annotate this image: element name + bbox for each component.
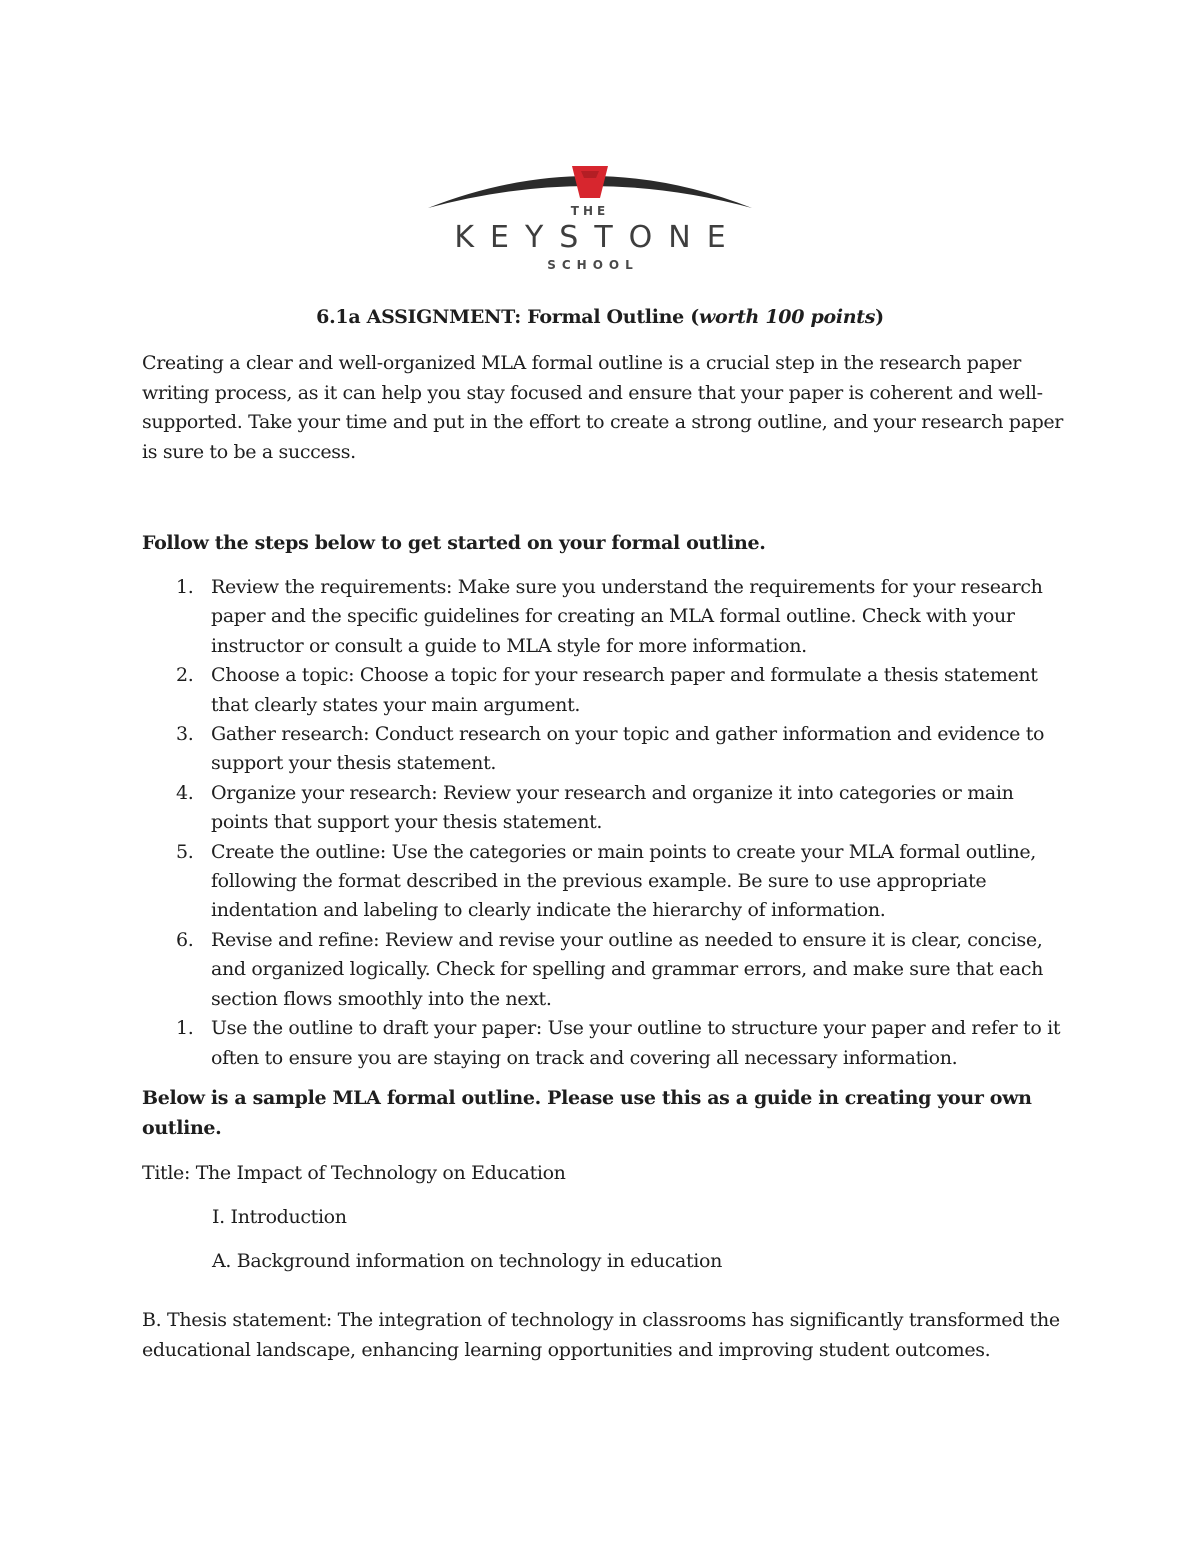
step-number: 1. xyxy=(176,576,194,598)
outline-section-1: I. Introduction xyxy=(212,1206,347,1228)
step-text: Create the outline: Use the categories or main points to create your MLA formal outline, following the format described in the previous example. Be sure to use appropriate indentation and labeling to clearly indicate the hierarchy of information. xyxy=(211,840,1036,922)
step-text: Review the requirements: Make sure you understand the requirements for your research paper and the specific guidelines for creating an MLA formal outline. Check with your instructor or consult a guide to MLA style for more information. xyxy=(211,576,1043,657)
step-number: 3. xyxy=(176,723,194,746)
step-text: Use the outline to draft your paper: Use your outline to structure your paper and refer to it often to ensure you are staying on track and covering all necessary information. xyxy=(211,1017,1061,1069)
list-item xyxy=(142,720,1072,779)
sample-title: Title: The Impact of Technology on Education xyxy=(142,1162,566,1184)
outline-point-b: B. Thesis statement: The integration of technology in classrooms has significantly transformed the educational landscape, enhancing learning opportunities and improving student outcomes. xyxy=(142,1309,1060,1361)
step-text: Choose a topic: Choose a topic for your research paper and formulate a thesis statement that clearly states your main argument. xyxy=(211,664,1038,716)
step-number: 2. xyxy=(176,664,194,687)
list-item xyxy=(142,661,1072,720)
step-number: 4. xyxy=(176,781,194,804)
logo-keystone: KEYSTONE xyxy=(454,220,742,255)
list-item xyxy=(142,779,1072,838)
step-text: Gather research: Conduct research on your topic and gather information and evidence to support your thesis statement. xyxy=(211,723,1045,775)
step-number: 6. xyxy=(176,928,194,951)
assignment-title: 6.1a ASSIGNMENT: Formal Outline (worth 100 points) xyxy=(316,306,884,328)
step-number: 1. xyxy=(176,1017,194,1040)
logo-arc-icon xyxy=(420,158,760,208)
step-text: Organize your research: Review your research and organize it into categories or main points that support your thesis statement. xyxy=(211,781,1014,834)
list-item xyxy=(142,926,1072,1014)
logo-school: SCHOOL xyxy=(547,258,639,272)
title-points: worth 100 points xyxy=(698,306,876,328)
steps-list xyxy=(142,573,1072,1073)
step-text: Revise and refine: Review and revise your outline as needed to ensure it is clear, concise, and organized logically. Check for spelling and grammar errors, and make sure that each section flows smoothly into the next. xyxy=(211,928,1044,1010)
outline-point-a: A. Background information on technology in education xyxy=(212,1250,722,1272)
steps-heading: Follow the steps below to get started on your formal outline. xyxy=(142,532,766,554)
sample-heading: Below is a sample MLA formal outline. Please use this as a guide in creating your own outline. xyxy=(142,1087,1032,1139)
list-item xyxy=(142,838,1072,926)
intro-paragraph: Creating a clear and well-organized MLA formal outline is a crucial step in the research paper writing process, as it can help you stay focused and ensure that your paper is coherent and well-supported. Take your time and put in the effort to create a strong outline, and your research paper is sure to be a success. xyxy=(142,352,1064,463)
list-item xyxy=(142,573,1072,661)
list-item xyxy=(142,1014,1072,1073)
logo-the: THE xyxy=(570,204,610,218)
step-number: 5. xyxy=(176,840,194,863)
keystone-icon xyxy=(572,166,608,198)
keystone-school-logo xyxy=(420,158,760,278)
